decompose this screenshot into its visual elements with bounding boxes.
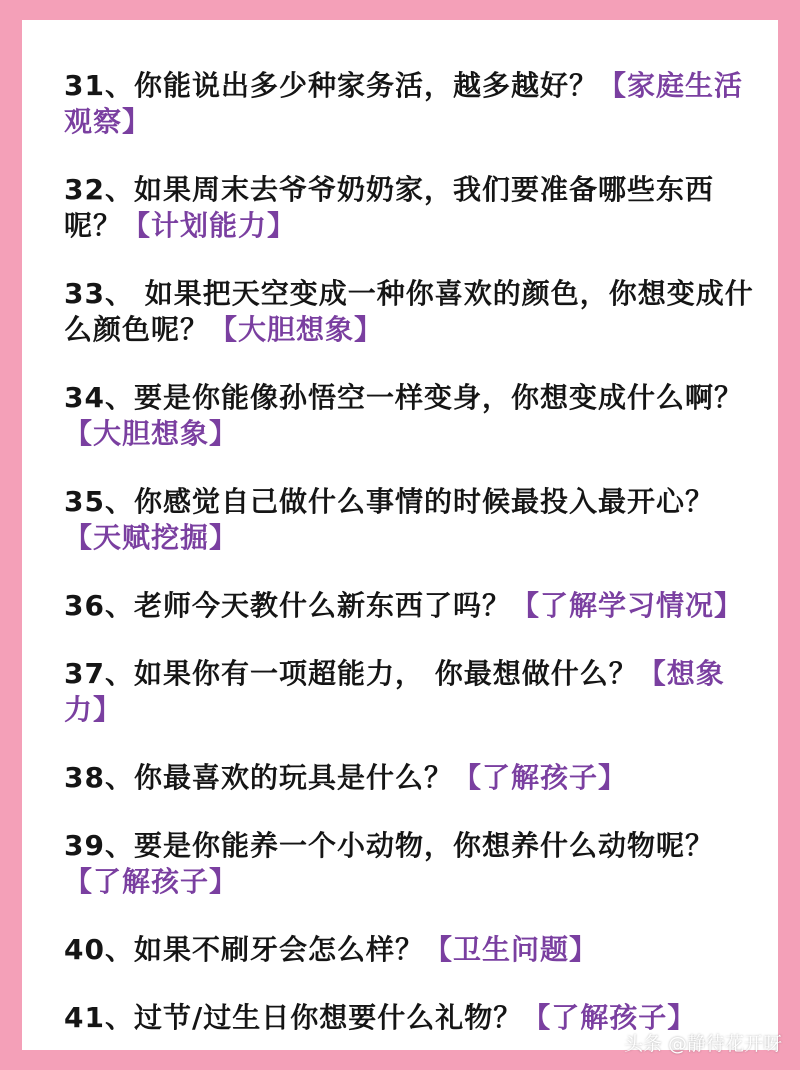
question-text: 38、你最喜欢的玩具是什么？ — [64, 761, 453, 794]
question-text: 33、 如果把天空变成一种你喜欢的颜色，你想变成什么颜色呢？ — [64, 277, 754, 346]
watermark: 头条 @静待花开呀 — [623, 1033, 782, 1055]
question-tag: 【天赋挖掘】 — [64, 521, 239, 554]
question-tag: 【卫生问题】 — [423, 933, 598, 966]
question-text: 40、如果不刷牙会怎么样？ — [64, 933, 424, 966]
list-item — [64, 932, 754, 968]
question-tag: 【家庭生活观察】 — [64, 69, 743, 138]
question-text: 37、如果你有一项超能力， 你最想做什么？ — [64, 657, 638, 690]
question-tag: 【大胆想象】 — [64, 417, 239, 450]
question-tag: 【大胆想象】 — [209, 313, 384, 346]
question-text: 32、如果周末去爷爷奶奶家，我们要准备哪些东西呢？ — [64, 173, 714, 242]
question-tag: 【想象力】 — [64, 657, 725, 726]
question-tag: 【了解学习情况】 — [510, 589, 743, 622]
question-text: 39、要是你能养一个小动物，你想养什么动物呢？ — [64, 829, 714, 862]
list-item — [64, 172, 754, 244]
list-item — [64, 380, 754, 452]
question-text: 34、要是你能像孙悟空一样变身，你想变成什么啊？ — [64, 381, 743, 414]
list-item — [64, 68, 754, 140]
question-text: 36、老师今天教什么新东西了吗？ — [64, 589, 511, 622]
list-item — [64, 276, 754, 348]
question-tag: 【了解孩子】 — [452, 761, 627, 794]
question-tag: 【了解孩子】 — [64, 865, 239, 898]
question-tag: 【计划能力】 — [122, 209, 297, 242]
content-card — [22, 20, 778, 1050]
list-item — [64, 828, 754, 900]
list-item — [64, 760, 754, 796]
question-text: 35、你感觉自己做什么事情的时候最投入最开心？ — [64, 485, 714, 518]
list-item — [64, 588, 754, 624]
question-list — [64, 68, 754, 1068]
question-text: 31、你能说出多少种家务活，越多越好？ — [64, 69, 598, 102]
list-item — [64, 656, 754, 728]
question-tag: 【了解孩子】 — [522, 1001, 697, 1034]
list-item — [64, 484, 754, 556]
question-text: 41、过节/过生日你想要什么礼物？ — [64, 1001, 523, 1034]
